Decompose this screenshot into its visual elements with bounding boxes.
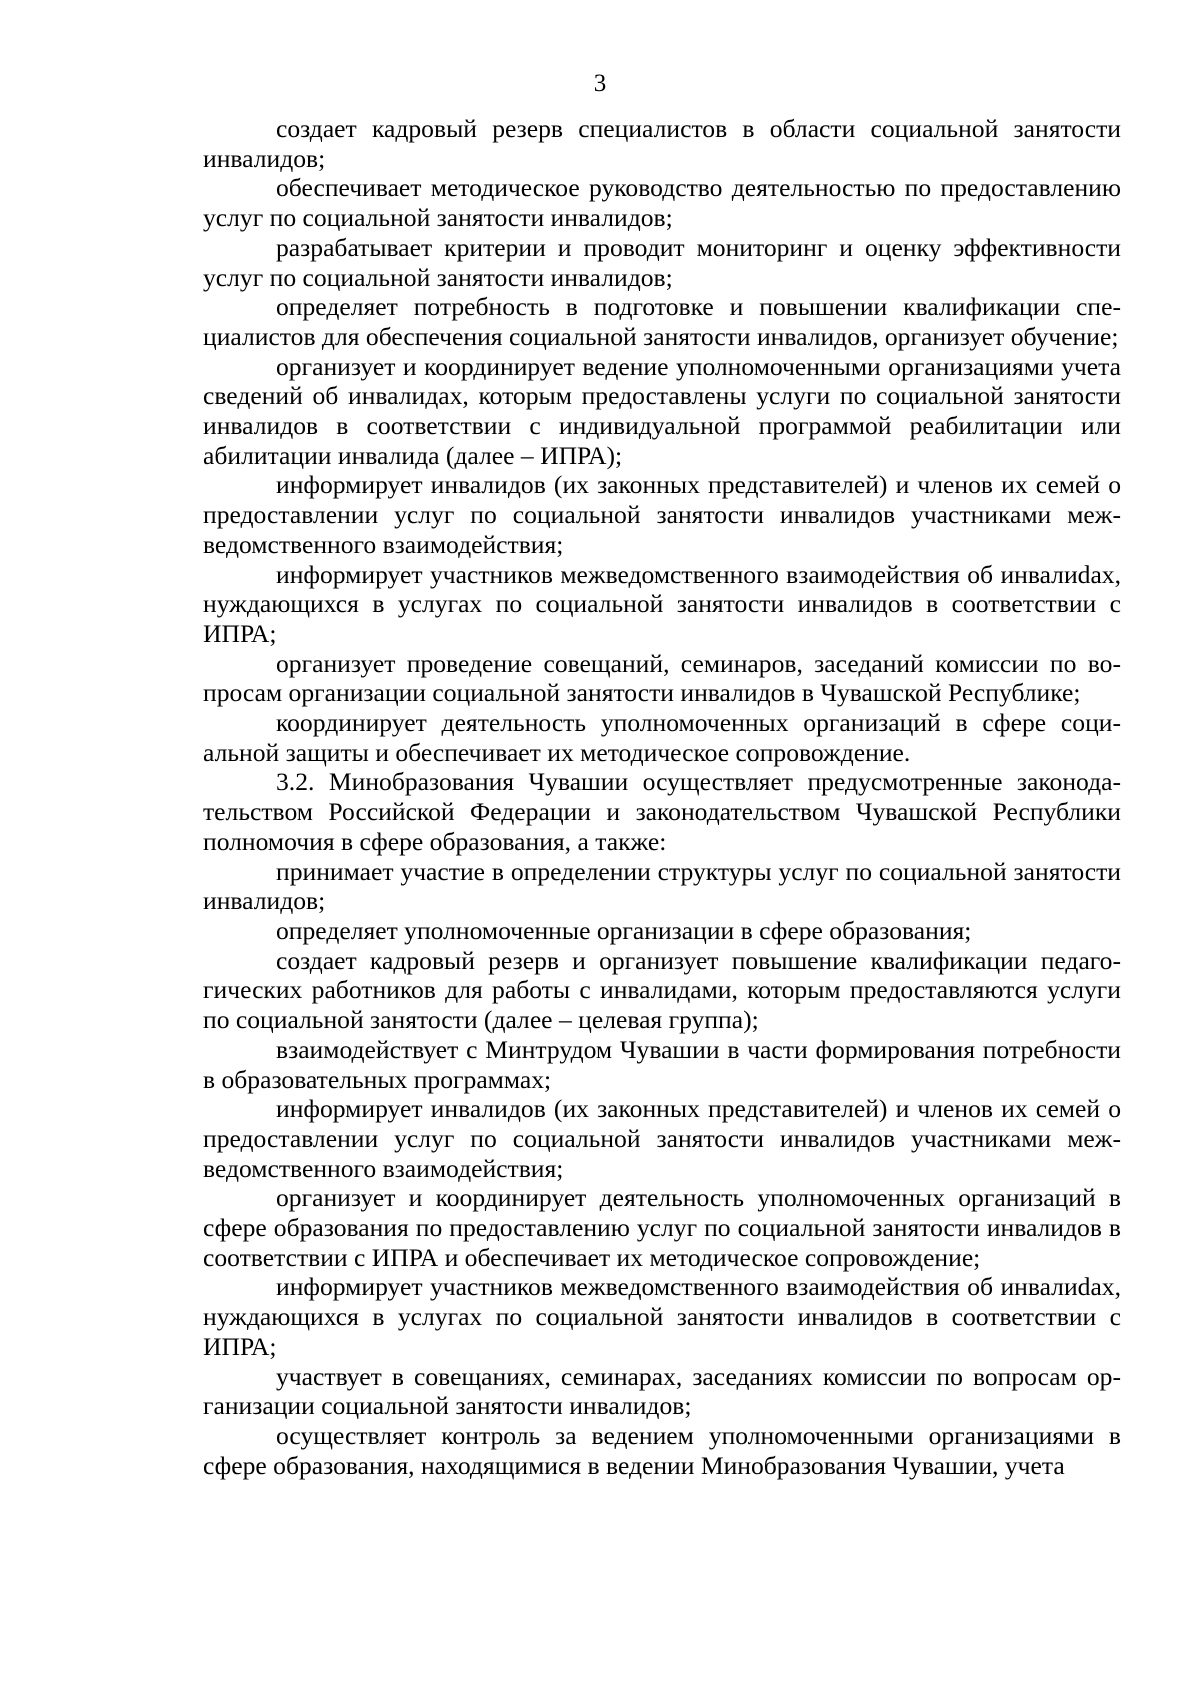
paragraph: информирует инвалидов (их законных представителей) и членов их семей о предоставлении услуг по социальной занятости инвалидов участниками межведомственного взаимодействия; <box>203 1094 1121 1183</box>
paragraph: организует проведение совещаний, семинаров, заседаний комиссии по вопросам организации социальной занятости инвалидов в Чувашской Республике; <box>203 648 1121 708</box>
document-body <box>203 114 1121 1480</box>
paragraph: принимает участие в определении структуры услуг по социальной занятости инвалидов; <box>203 856 1121 916</box>
paragraph: организует и координирует деятельность уполномоченных организаций в сфере образования по предоставлению услуг по социальной занятости инвалидов в соответствии с ИПРА и обеспечивает их методическое сопровождение; <box>203 1183 1121 1272</box>
paragraph: создает кадровый резерв специалистов в области социальной занятости инвалидов; <box>203 114 1121 173</box>
paragraph: осуществляет контроль за ведением уполномоченными организациями в сфере образования, находящимися в ведении Минобразования Чувашии, учета <box>203 1420 1121 1480</box>
paragraph: обеспечивает методическое руководство деятельностью по предоставлению услуг по социальной занятости инвалидов; <box>203 173 1121 233</box>
paragraph: информирует участников межведомственного взаимодействия об инвалиdах, нуждающихся в услугах по социальной занятости инвалидов в соответствии с ИПРА; <box>203 1272 1121 1361</box>
paragraph: координирует деятельность уполномоченных организаций в сфере социальной защиты и обеспечивает их методическое сопровождение. <box>203 708 1121 767</box>
paragraph: организует и координирует ведение уполномоченными организациями учета сведений об инвалидах, которым предоставлены услуги по социальной занятости инвалидов в соответствии с индивидуальной программой реабилитации или абилитации инвалида (далее – ИПРА); <box>203 351 1121 470</box>
paragraph: информирует инвалидов (их законных представителей) и членов их семей о предоставлении услуг по социальной занятости инвалидов участниками межведомственного взаимодействия; <box>203 470 1121 559</box>
paragraph: создает кадровый резерв и организует повышение квалификации педагогических работников для работы с инвалидами, которым предоставляются услуги по социальной занятости (далее – целевая группа); <box>203 945 1121 1035</box>
paragraph: взаимодействует с Минтрудом Чувашии в части формирования потребности в образовательных программах; <box>203 1034 1121 1094</box>
paragraph: разрабатывает критерии и проводит мониторинг и оценку эффективности услуг по социальной занятости инвалидов; <box>203 232 1121 292</box>
paragraph: определяет потребность в подготовке и повышении квалификации специалистов для обеспечения социальной занятости инвалидов, организует обучение; <box>203 292 1121 351</box>
paragraph: информирует участников межведомственного взаимодействия об инвалиdах, нуждающихся в услугах по социальной занятости инвалидов в соответствии с ИПРА; <box>203 559 1121 648</box>
page-number: 3 <box>593 70 607 97</box>
section-paragraph: 3.2. Минобразования Чувашии осуществляет предусмотренные законодательством Российской Федерации и законодательством Чувашской Республики полномочия в сфере образования, а также: <box>203 767 1121 856</box>
paragraph: участвует в совещаниях, семинарах, заседаниях комиссии по вопросам организации социальной занятости инвалидов; <box>203 1361 1121 1421</box>
paragraph: определяет уполномоченные организации в сфере образования; <box>276 915 972 945</box>
